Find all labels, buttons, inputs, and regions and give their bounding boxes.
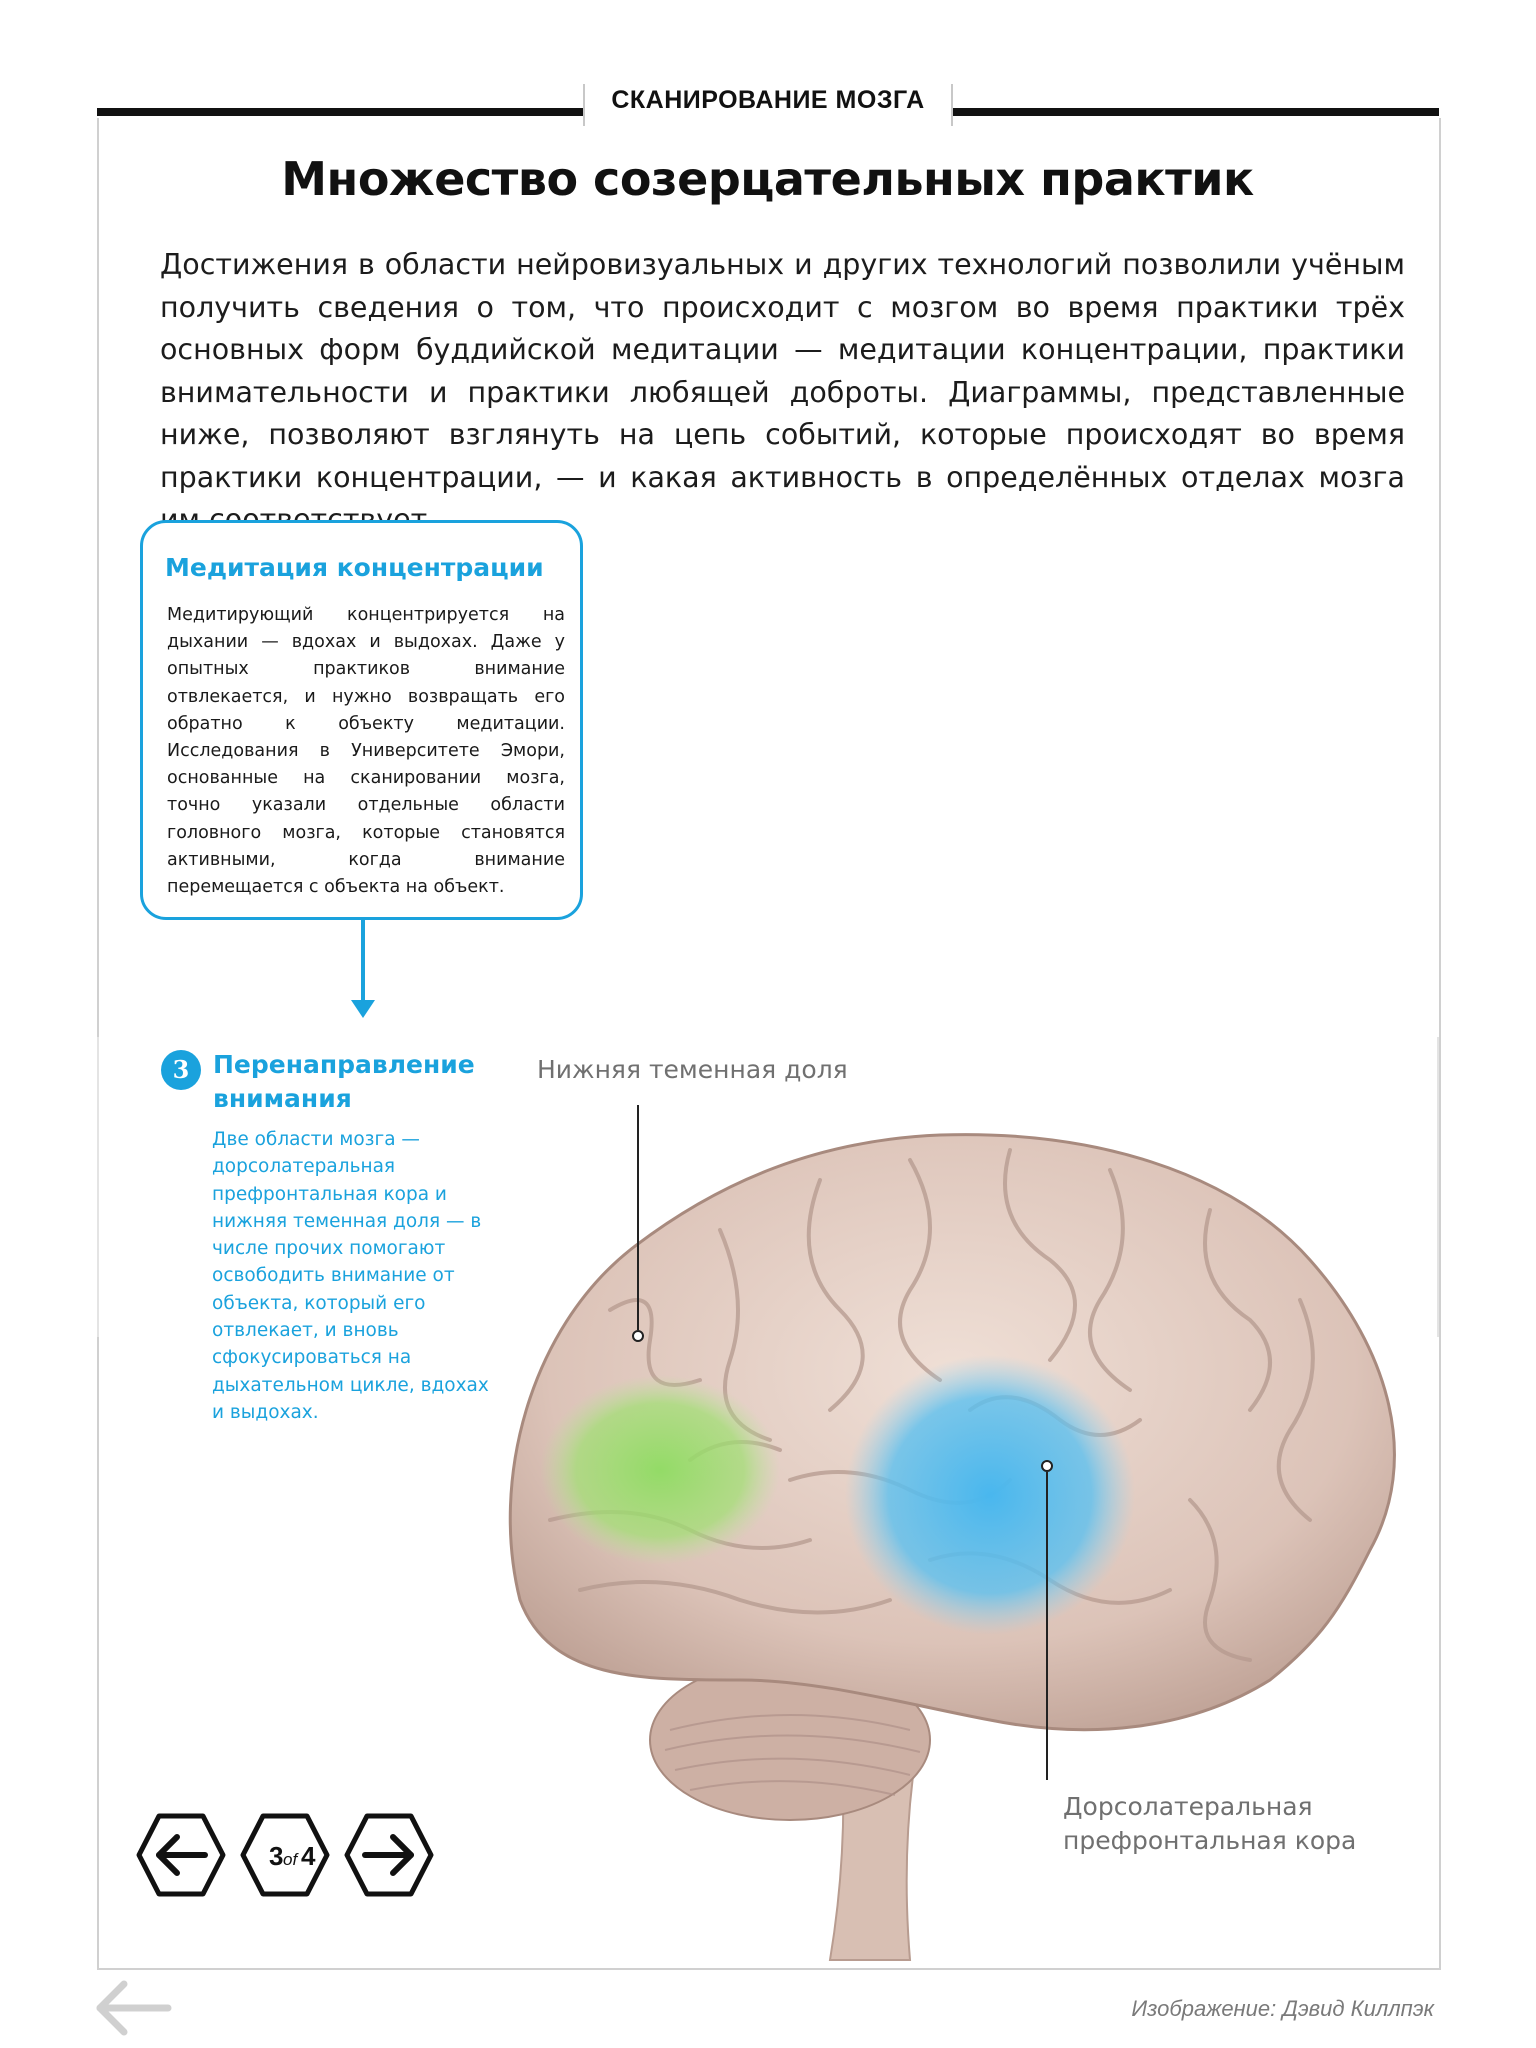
down-arrow-icon	[351, 1000, 375, 1018]
intro-paragraph: Достижения в области нейровизуальных и других технологий позволили учёным получить сведения о том, что происходит с мозгом во время практики трёх основных форм буддийской медитации — медитации концентрации, практики внимательности и практики любящей доброты. Диаграммы, представленные ниже, позволяют взглянуть на цепь событий, которые происходят во время практики концентрации, — и какая активность в определённых отделах мозга	[160, 248, 1405, 494]
section-label: СКАНИРОВАНИЕ МОЗГА	[611, 86, 925, 114]
image-credit: Изображение: Дэвид Киллпэк	[1131, 1996, 1434, 2021]
back-arrow-icon[interactable]	[92, 1978, 172, 2048]
page-total: 4	[301, 1841, 316, 1871]
prefrontal-marker	[1042, 1461, 1052, 1471]
label-dlpfc: Дорсолатеральная префронтальная кора	[1063, 1792, 1357, 1855]
figure-divider-right	[1437, 1037, 1439, 1337]
page-current: 3	[269, 1841, 284, 1871]
step-title: Перенаправление внимания	[213, 1050, 475, 1113]
parietal-marker	[633, 1331, 643, 1341]
prefrontal-highlight	[845, 1355, 1135, 1635]
header-rule-left	[97, 108, 584, 116]
header-rule-right	[952, 108, 1439, 116]
page-indicator	[239, 1812, 331, 1898]
step-number-badge: 3	[161, 1050, 201, 1090]
step-text: Две области мозга — дорсолатеральная префронтальная кора и нижняя теменная доля — в числе прочих помогают освободить внимание от объекта, который его отвлекает, и вновь сфокусироваться на дыхательном цикле, вдохах и выдохах.	[212, 1129, 489, 1423]
parietal-highlight	[540, 1375, 780, 1565]
callout-title: Медитация концентрации	[165, 553, 544, 582]
figure-divider-left	[97, 1037, 99, 1337]
down-arrow-line	[361, 920, 365, 1008]
prev-button[interactable]	[135, 1812, 227, 1898]
label-inferior-parietal: Нижняя теменная доля	[537, 1055, 848, 1084]
page-title: Множество созерцательных практик	[281, 152, 1254, 206]
next-button[interactable]	[343, 1812, 435, 1898]
callout-text: Медитирующий концентрируется на дыхании — вдохах и выдохах. Даже у опытных практиков внимание отвлекается, и нужно возвращать его обратно к объекту медитации. Исследования в Университете Эмори, основанные на сканировании мозга, точно указали отдельные области головного мозга, которые становятся активными, когда внимание перемещается с объекта на объект.	[167, 605, 565, 898]
page-of: of	[283, 1850, 298, 1869]
